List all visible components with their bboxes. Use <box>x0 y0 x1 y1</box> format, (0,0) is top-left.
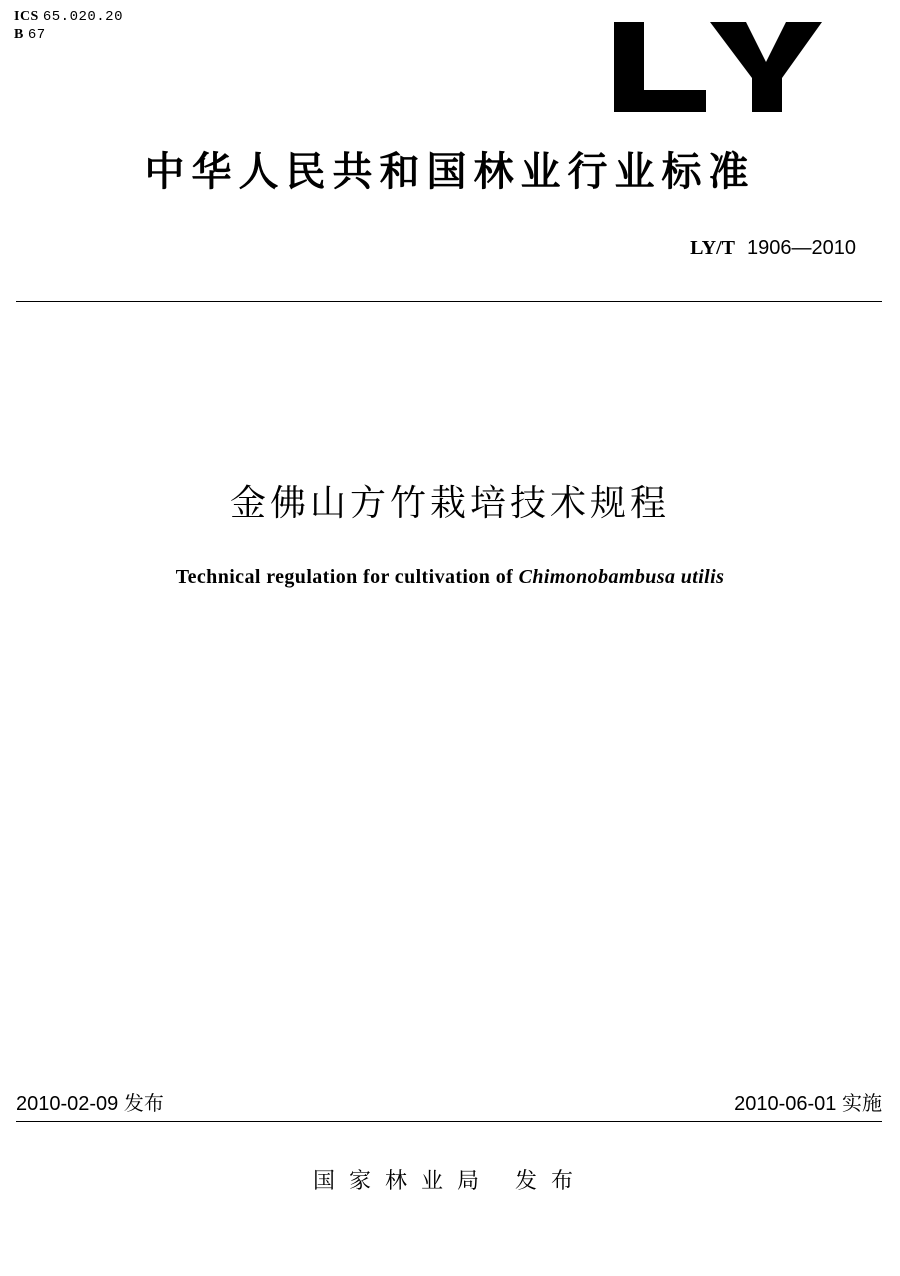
ics-label: ICS <box>14 9 39 24</box>
ics-line <box>14 8 123 26</box>
document-title-en <box>0 564 900 590</box>
document-title-cn: 金佛山方竹栽培技术规程 <box>229 483 670 524</box>
title-en-species: Chimonobambusa utilis <box>518 566 725 588</box>
issue-action: 发布 <box>515 1169 588 1194</box>
issuer-line <box>0 1168 900 1196</box>
standard-type-title: 中华人民共和国林业行业标准 <box>144 149 756 195</box>
standard-code: LY/T <box>690 237 736 259</box>
ccs-line <box>14 26 123 44</box>
classification-codes <box>14 8 123 44</box>
ccs-label: B <box>14 27 24 42</box>
bottom-divider <box>16 1121 882 1122</box>
effective-date: 2010-06-01 实施 <box>734 1093 882 1115</box>
ly-logo <box>612 20 822 114</box>
issuing-organization: 国家林业局 <box>312 1169 493 1194</box>
publish-date: 2010-02-09 发布 <box>16 1093 164 1115</box>
standard-number <box>690 236 856 260</box>
top-divider <box>16 301 882 302</box>
ics-code: 65.020.20 <box>42 9 123 25</box>
title-en-prefix: Technical regulation for cultivation of <box>175 566 519 588</box>
standard-year: 1906—2010 <box>747 237 856 259</box>
ccs-code: 67 <box>27 27 46 43</box>
